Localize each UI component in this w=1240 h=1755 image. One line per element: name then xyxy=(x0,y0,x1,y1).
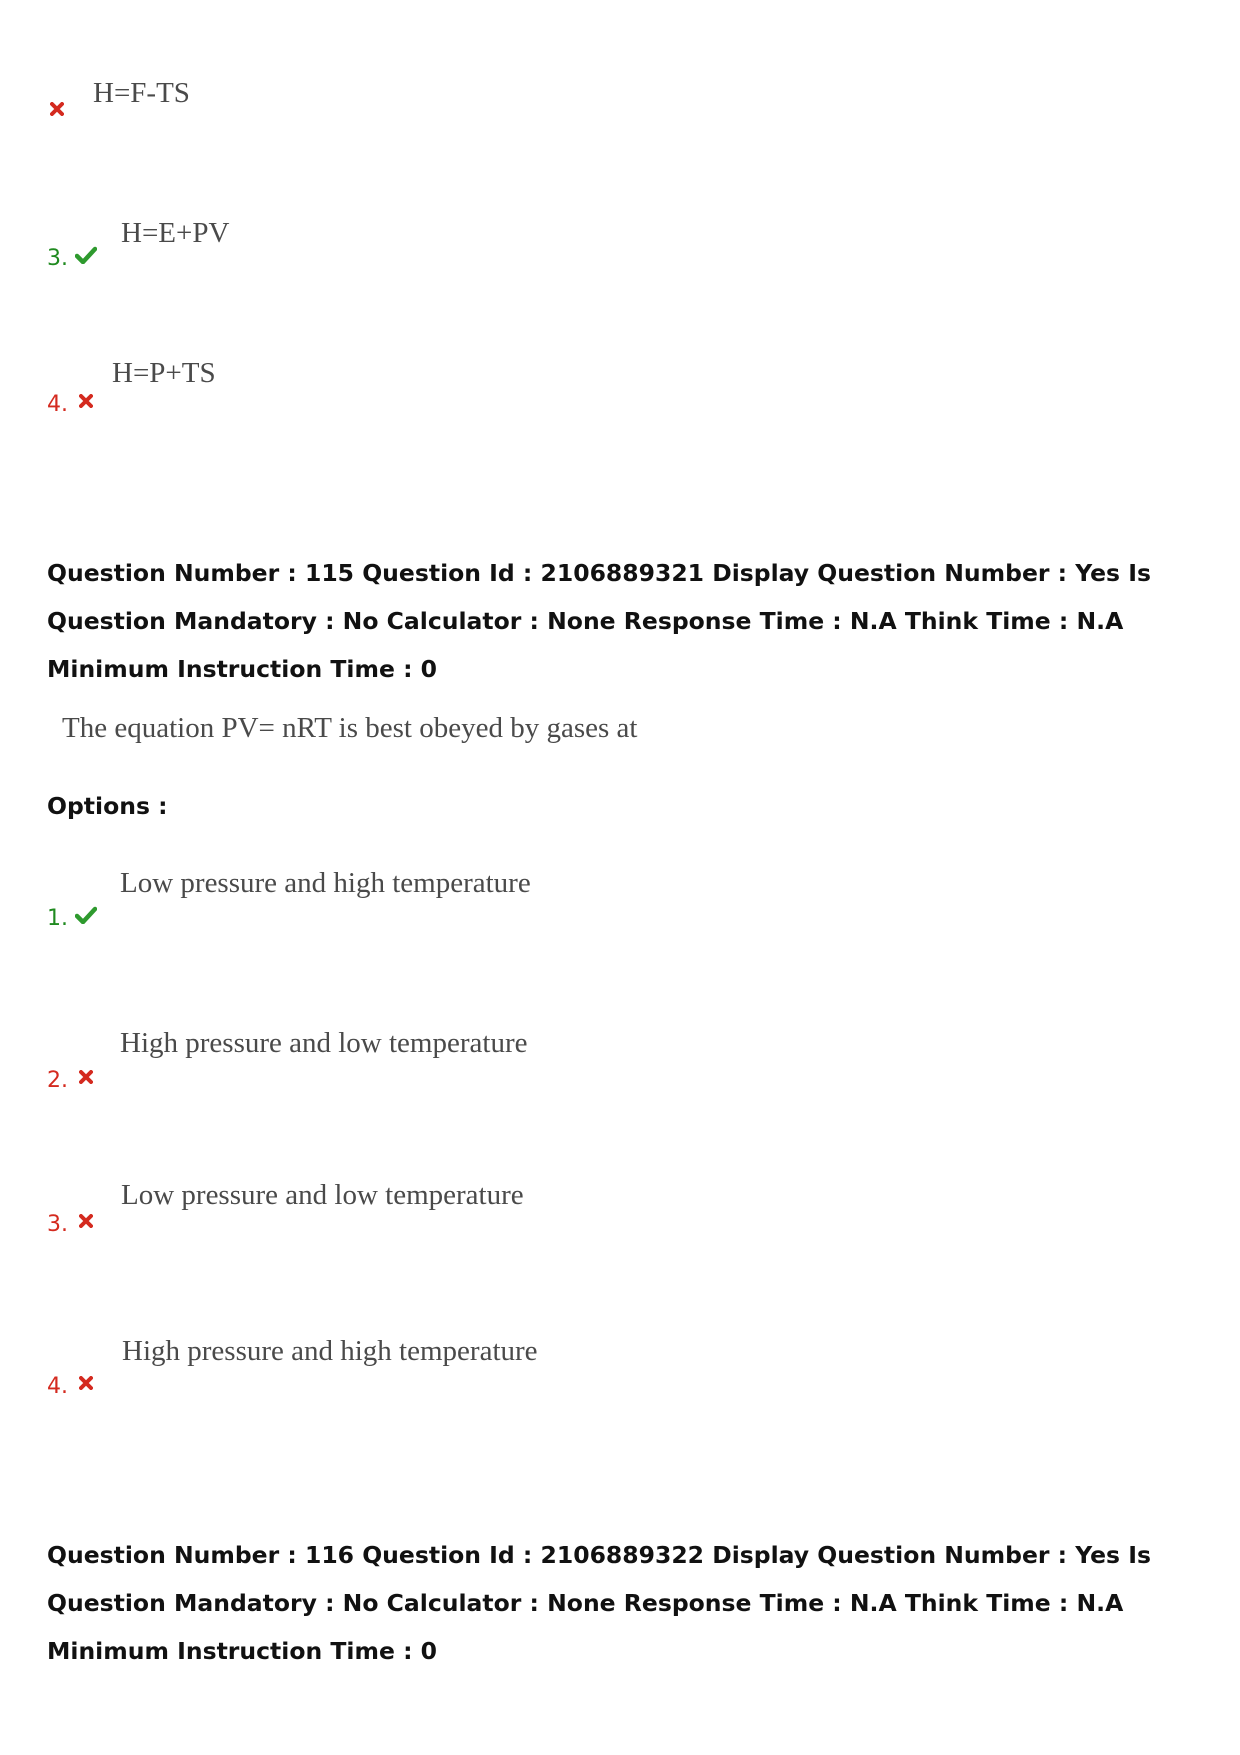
option-row xyxy=(47,218,1147,278)
question-text: The equation PV= nRT is best obeyed by gases at xyxy=(62,712,638,744)
option-number: 2. xyxy=(47,1068,68,1093)
option-number: 3. xyxy=(47,1212,68,1237)
option-row xyxy=(47,1336,1147,1406)
option-number: 3. xyxy=(47,246,68,271)
check-icon xyxy=(75,246,97,264)
option-text: H=E+PV xyxy=(121,217,230,249)
option-text: High pressure and low temperature xyxy=(120,1027,528,1059)
option-row xyxy=(47,358,1147,418)
cross-icon xyxy=(50,102,64,116)
option-text: High pressure and high temperature xyxy=(122,1335,538,1367)
option-row xyxy=(47,868,1147,938)
option-number: 1. xyxy=(47,906,68,931)
option-text: H=F-TS xyxy=(93,77,190,109)
question-meta: Question Number : 115 Question Id : 2106889321 Display Question Number : Yes Is Question Mandatory : No Calculator : None Response Time : N.A Think Time : N.A Minimum Instruction Time : 0 xyxy=(47,559,1151,683)
option-number: 4. xyxy=(47,1374,68,1399)
cross-icon xyxy=(79,1376,93,1390)
cross-icon xyxy=(79,1214,93,1228)
option-row xyxy=(47,1028,1147,1098)
option-row xyxy=(47,78,1147,138)
question-meta: Question Number : 116 Question Id : 2106889322 Display Question Number : Yes Is Question Mandatory : No Calculator : None Response Time : N.A Think Time : N.A Minimum Instruction Time : 0 xyxy=(47,1541,1151,1665)
option-text: Low pressure and low temperature xyxy=(121,1179,524,1211)
options-label: Options : xyxy=(47,792,168,820)
option-text: H=P+TS xyxy=(112,357,216,389)
option-text: Low pressure and high temperature xyxy=(120,867,531,899)
cross-icon xyxy=(79,1070,93,1084)
cross-icon xyxy=(79,394,93,408)
check-icon xyxy=(75,906,97,924)
option-row xyxy=(47,1180,1147,1250)
option-number: 4. xyxy=(47,392,68,417)
